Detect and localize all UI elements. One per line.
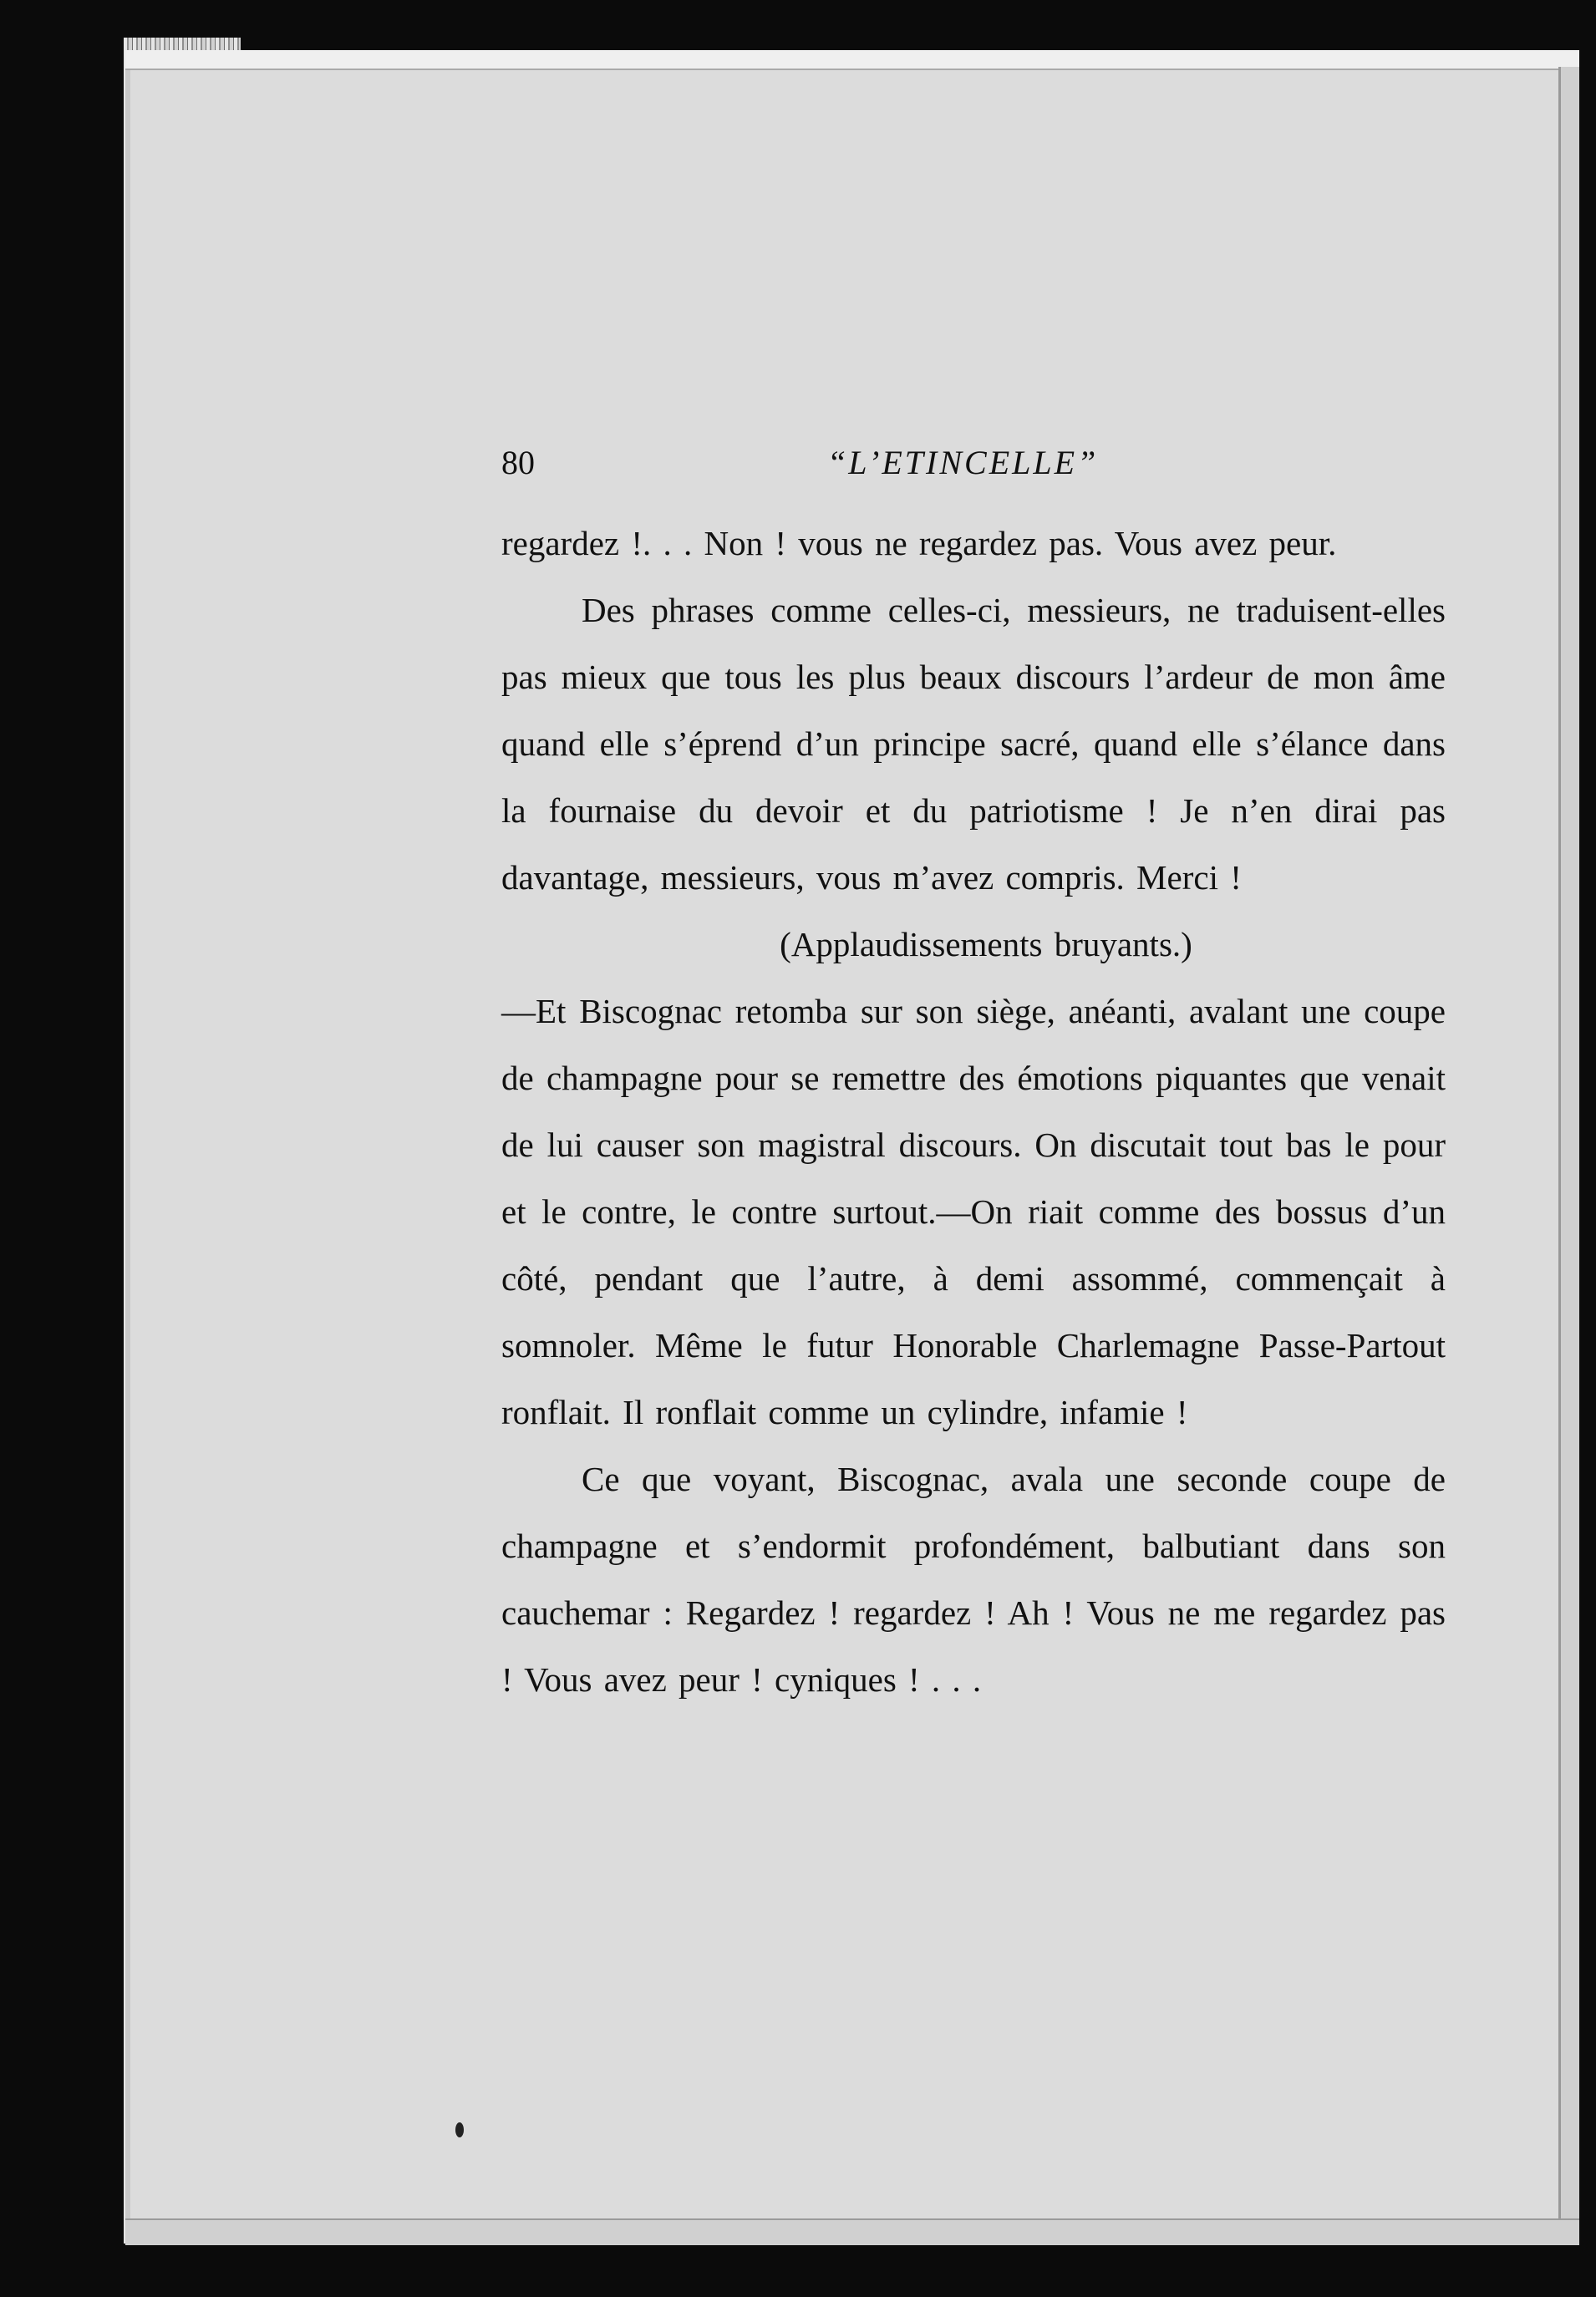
stage-direction: (Applaudissements bruyants.)	[780, 925, 1192, 963]
page-top-edge	[125, 50, 1579, 70]
paragraph-2: Des phrases comme celles-ci, messieurs, ne traduisent-elles pas mieux que tous les plus beaux discours l’ardeur de mon âme quand elle s’éprend d’un principe sacré, quand elle s’élance dans la fournaise du devoir et du patriotisme ! Je n’en dirai pas davantage, messieurs, vous m’avez compris. Merci !	[501, 591, 1446, 897]
paragraph-3: —Et Biscognac retomba sur son siège, anéanti, avalant une coupe de champagne pour se remettre des émotions piquantes que venait de lui causer son magistral discours. On discutait tout bas le pour et le contre, le contre surtout.—On riait comme des bossus d’un côté, pendant que l’autre, à demi assommé, commençait à somnoler. Même le futur Honorable Charlemagne Passe-Partout ronflait. Il ronflait comme un cylindre, infamie !	[501, 992, 1446, 1431]
page-right-edge	[1558, 67, 1579, 2231]
running-title: “L’ETINCELLE”	[827, 444, 1099, 481]
paragraph-1: regardez !. . . Non ! vous ne regardez pas. Vous avez peur.	[501, 524, 1337, 562]
page-content	[501, 443, 1446, 1713]
running-head	[501, 443, 1446, 493]
paragraph-4: Ce que voyant, Biscognac, avala une seconde coupe de champagne et s’endormit profondément, balbutiant dans son cauchemar : Regardez ! regardez ! Ah ! Vous ne me regardez pas ! Vous avez peur ! cyniques ! . . .	[501, 1460, 1446, 1699]
page-number: 80	[501, 444, 535, 481]
page-bottom-edge	[125, 2218, 1579, 2245]
ink-smudge	[455, 2122, 464, 2137]
body-text	[501, 510, 1446, 1713]
